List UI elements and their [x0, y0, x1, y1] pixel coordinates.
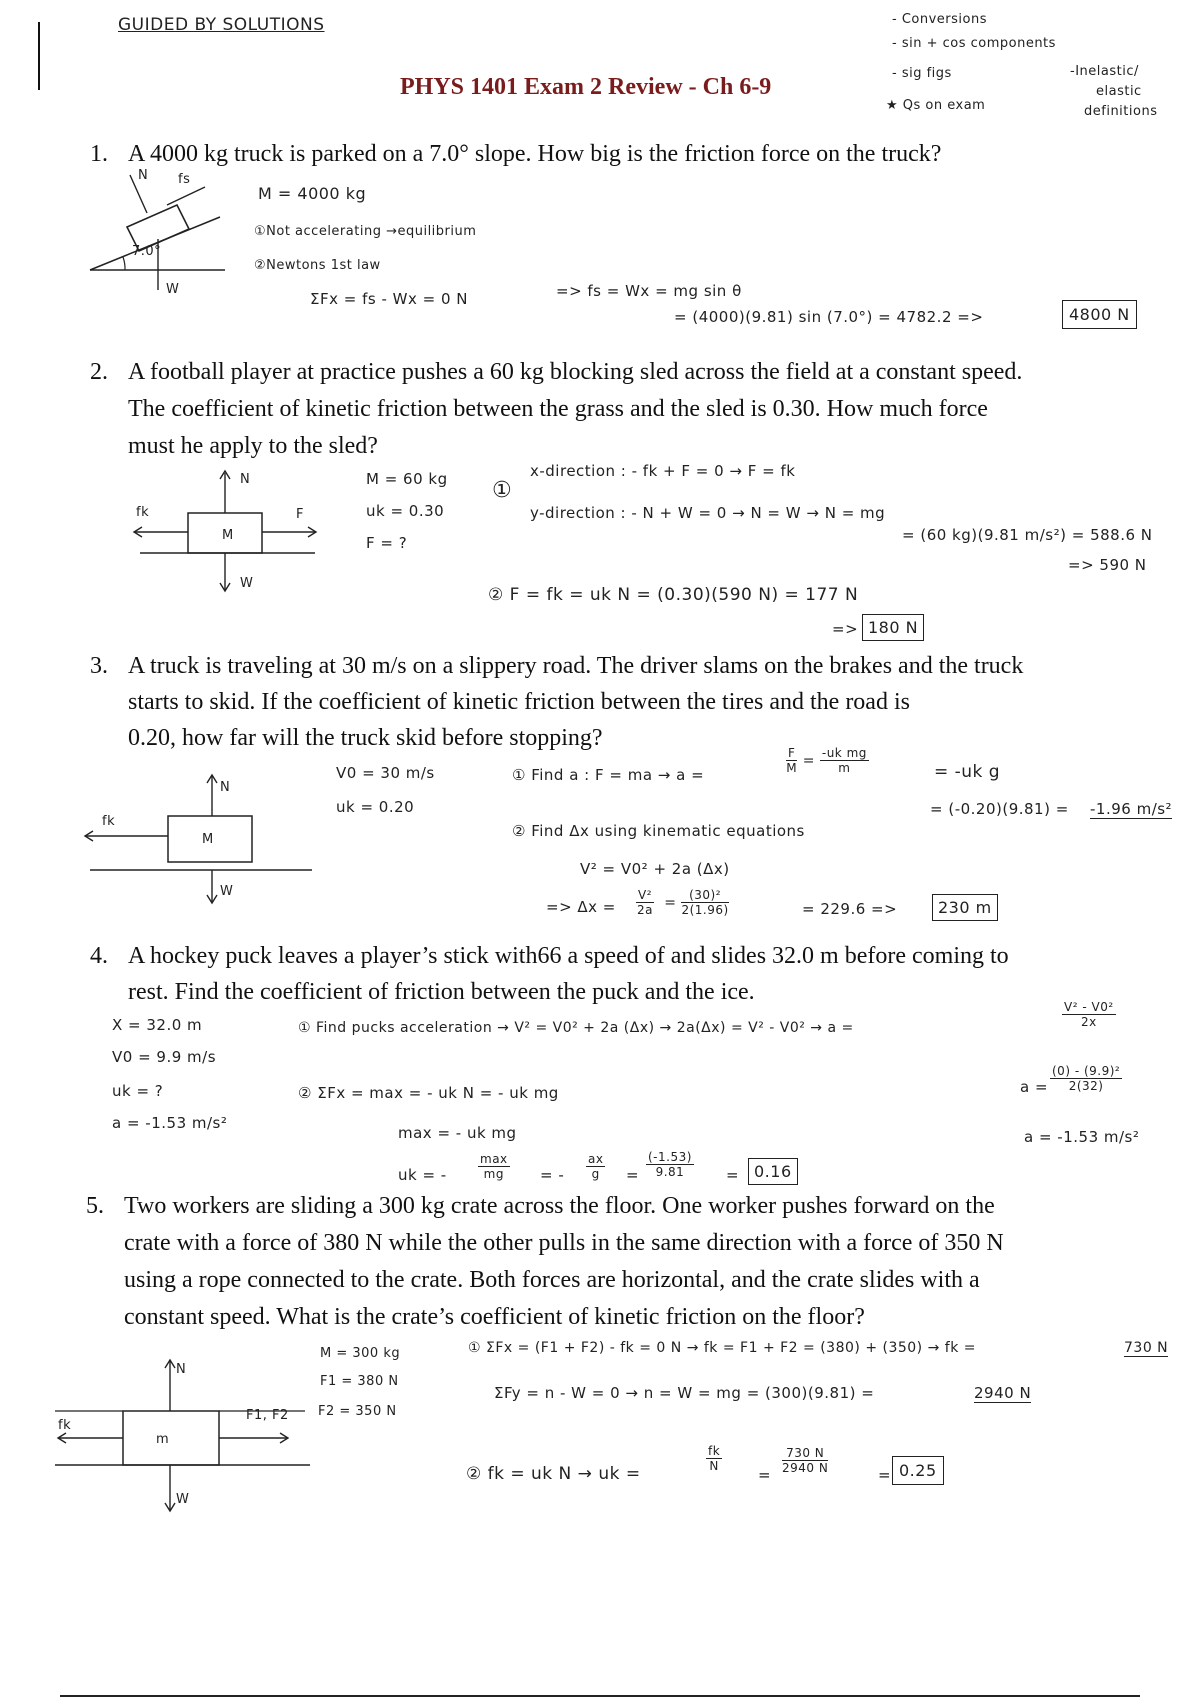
q1-given: M = 4000 kg [258, 184, 367, 203]
diagram-label-m: m [156, 1432, 170, 1447]
q5-step1: ① ΣFx = (F1 + F2) - fk = 0 N → fk = F1 + F2 = (380) + (350) → fk = [468, 1340, 976, 1356]
q2-step2: ② F = fk = uk N = (0.30)(590 N) = 177 N [488, 585, 859, 605]
q4-uk-frac3 [646, 1150, 694, 1179]
question-2 [90, 354, 1170, 464]
question-text-line-1: Two workers are sliding a 300 kg crate across the floor. One worker pushes forward on the [124, 1193, 995, 1219]
q2-given-1: M = 60 kg [366, 470, 448, 488]
numerator: F [788, 746, 796, 760]
denominator: mg [483, 1167, 504, 1181]
diagram-label-w: W [176, 1492, 190, 1507]
q5-answer: 0.25 [892, 1456, 944, 1485]
question-text-line-4: constant speed. What is the crate’s coefficient of kinetic friction on the floor? [124, 1304, 865, 1330]
question-3 [90, 648, 1170, 758]
question-text-line-1: A truck is traveling at 30 m/s on a slippery road. The driver slams on the brakes and the truck [128, 653, 1024, 679]
question-text-line-2: crate with a force of 380 N while the other pulls in the same direction with a force of 350 N [124, 1230, 1004, 1256]
diagram-label-fk: fk [58, 1418, 72, 1433]
q5-frac2 [782, 1446, 828, 1475]
margin-note-3: - sig figs [892, 66, 952, 81]
denominator: M [786, 761, 798, 775]
numerator: (-1.53) [648, 1150, 692, 1164]
q2-step1-marker: ① [492, 478, 513, 503]
q3-answer: 230 m [932, 894, 998, 921]
q4-answer: 0.16 [748, 1158, 798, 1185]
question-text-line-2: The coefficient of kinetic friction between the grass and the sled is 0.30. How much force [128, 396, 988, 422]
q4-uk-frac1 [478, 1152, 510, 1181]
q4-step1: ① Find pucks acceleration → V² = V0² + 2a (Δx) → 2a(Δx) = V² - V0² → a = [298, 1020, 854, 1036]
q2-given-2: uk = 0.30 [366, 502, 445, 520]
q5-frac-eq: = [758, 1466, 772, 1484]
q3-step2: ② Find Δx using kinematic equations [512, 822, 805, 840]
denominator: 2(1.96) [681, 903, 729, 917]
q4-step2: ② ΣFx = max = - uk N = - uk mg [298, 1084, 559, 1102]
numerator: 730 N [782, 1446, 828, 1461]
q2-given-3: F = ? [366, 534, 408, 552]
q3-step1-result: = -uk g [934, 762, 1001, 782]
q2-y-direction: y-direction : - N + W = 0 → N = W → N = mg [530, 504, 886, 522]
q2-x-direction: x-direction : - fk + F = 0 → F = fk [530, 462, 796, 480]
q4-given-3: uk = ? [112, 1082, 164, 1100]
diagram-label-w: W [220, 884, 234, 899]
denominator: 2(32) [1068, 1079, 1104, 1093]
numerator: max [480, 1152, 508, 1166]
q4-a-eq: a = [1020, 1078, 1049, 1096]
margin-note-1: - Conversions [892, 12, 987, 27]
diagram-label-angle: 7.0° [132, 244, 162, 259]
question-1 [90, 136, 1150, 176]
q4-given-2: V0 = 9.9 m/s [112, 1048, 217, 1066]
q3-given-2: uk = 0.20 [336, 798, 415, 816]
q5-frac1 [706, 1444, 722, 1473]
q4-given-4: a = -1.53 m/s² [112, 1114, 228, 1132]
question-4 [90, 938, 1170, 1014]
q4-a-result: a = -1.53 m/s² [1024, 1128, 1140, 1146]
numerator: V² - V0² [1064, 1000, 1114, 1014]
side-note-3: definitions [1084, 104, 1158, 119]
q3-step1: ① Find a : F = ma → a = [512, 766, 705, 784]
denominator: 9.81 [655, 1165, 685, 1179]
diagram-label-w: W [240, 576, 254, 591]
question-number: 3. [90, 653, 108, 679]
diagram-label-n: N [176, 1362, 187, 1377]
q1-eq3: = (4000)(9.81) sin (7.0°) = 4782.2 => [674, 308, 984, 326]
diagram-label-n: N [240, 472, 251, 487]
question-text-line-3: using a rope connected to the crate. Both forces are horizontal, and the crate slides with a [124, 1267, 980, 1293]
q5-given-1: M = 300 kg [320, 1346, 401, 1361]
diagram-label-w: W [166, 282, 180, 297]
question-number: 4. [90, 943, 108, 969]
diagram-label-n: N [220, 780, 231, 795]
numerator: V² [638, 888, 653, 902]
diagram-label-f1f2: F1, F2 [246, 1408, 289, 1423]
question-5 [86, 1188, 1176, 1338]
numerator: fk [708, 1444, 721, 1458]
question-number: 2. [90, 359, 108, 385]
diagram-label-fs: fs [178, 172, 191, 187]
question-text-line-1: A hockey puck leaves a player’s stick with66 a speed of and slides 32.0 m before coming to [128, 943, 1009, 969]
q4-uk-frac2 [586, 1152, 605, 1181]
guided-note: GUIDED BY SOLUTIONS [118, 15, 325, 35]
q2-round: => 590 N [1068, 556, 1147, 574]
question-text-line-3: must he apply to the sled? [128, 433, 378, 459]
q3-dx-result: = 229.6 => [802, 900, 898, 918]
q1-eq2: => fs = Wx = mg sin θ [556, 282, 742, 300]
crate-diagram [55, 1355, 315, 1515]
q3-step1-answer: -1.96 m/s² [1090, 800, 1173, 818]
q1-eq1: ΣFx = fs - Wx = 0 N [310, 290, 468, 308]
margin-note-2: - sin + cos components [892, 36, 1056, 51]
q5-eq-y-answer: 2940 N [974, 1384, 1032, 1402]
q5-frac-eq2: = [878, 1466, 892, 1484]
q5-given-2: F1 = 380 N [320, 1374, 399, 1389]
q3-kinematic: V² = V0² + 2a (Δx) [580, 860, 730, 878]
denominator: m [838, 761, 851, 775]
denominator: 2x [1080, 1015, 1097, 1029]
q4-eq2: max = - uk mg [398, 1124, 517, 1142]
numerator: -uk mg [821, 746, 867, 760]
question-number: 5. [86, 1193, 104, 1219]
question-text-line-1: A football player at practice pushes a 60 kg blocking sled across the field at a constant speed. [128, 359, 1023, 385]
question-number: 1. [90, 141, 108, 167]
diagram-label-f: F [296, 507, 304, 522]
denominator: 2940 N [782, 1461, 829, 1475]
margin-note-4: ★ Qs on exam [886, 98, 986, 113]
question-text-line-2: rest. Find the coefficient of friction between the puck and the ice. [128, 979, 755, 1005]
q2-calc: = (60 kg)(9.81 m/s²) = 588.6 N [902, 526, 1153, 544]
q3-step1-calc: = (-0.20)(9.81) = [930, 800, 1069, 818]
diagram-label-m: M [202, 832, 214, 847]
q5-eq-y: ΣFy = n - W = 0 → n = W = mg = (300)(9.81) = [494, 1384, 875, 1402]
numerator: (0) - (9.9)² [1052, 1064, 1121, 1078]
diagram-label-n: N [138, 168, 149, 183]
q4-uk-prefix: uk = - [398, 1166, 447, 1184]
q3-dx-frac: $\frac{\text{V²}}{2a}$ = $\frac{\text{(30)²}}{2(1.96)}$ [637, 888, 729, 917]
q3-given-1: V0 = 30 m/s [336, 764, 435, 782]
page-title: PHYS 1401 Exam 2 Review - Ch 6-9 [400, 74, 772, 100]
incline-diagram [85, 165, 225, 295]
q2-answer: 180 N [862, 614, 924, 641]
side-note-2: elastic [1096, 84, 1142, 99]
denominator: N [709, 1459, 719, 1473]
q4-a-frac [1050, 1064, 1122, 1093]
numerator: (30)² [681, 888, 728, 903]
q4-uk-eq2: = [726, 1166, 740, 1184]
truck-diagram [80, 770, 320, 910]
footer-rule [60, 1695, 1140, 1697]
q4-step1-frac [1062, 1000, 1116, 1029]
q1-answer: 4800 N [1062, 300, 1137, 329]
denominator: g [591, 1167, 600, 1181]
q1-step2: ②Newtons 1st law [254, 258, 381, 273]
q1-step1: ①Not accelerating →equilibrium [254, 224, 477, 239]
q5-step1-answer: 730 N [1124, 1340, 1169, 1356]
q5-given-3: F2 = 350 N [318, 1404, 397, 1419]
q5-step2: ② fk = uk N → uk = [466, 1464, 641, 1484]
q4-uk-mid: = - [540, 1166, 565, 1184]
q2-arrow: => [832, 620, 859, 638]
denominator: 2a [637, 903, 654, 917]
question-text: A 4000 kg truck is parked on a 7.0° slope. How big is the friction force on the truck? [128, 141, 942, 167]
q3-dx-prefix: => Δx = [546, 898, 616, 916]
numerator: ax [588, 1152, 604, 1166]
diagram-label-m: M [222, 528, 234, 543]
diagram-label-fk: fk [136, 505, 150, 520]
margin-bar [38, 22, 40, 90]
q4-uk-eq: = [626, 1166, 640, 1184]
question-text-line-2: starts to skid. If the coefficient of kinetic friction between the tires and the road is [128, 689, 910, 715]
diagram-label-fk: fk [102, 814, 116, 829]
question-text-line-3: 0.20, how far will the truck skid before stopping? [128, 725, 603, 751]
q3-step1-frac: $\frac{F}{M}$ = $\frac{\text{-uk mg}}{m}$ [786, 746, 867, 775]
q4-given-1: X = 32.0 m [112, 1016, 203, 1034]
side-note-1: -Inelastic/ [1070, 64, 1139, 79]
